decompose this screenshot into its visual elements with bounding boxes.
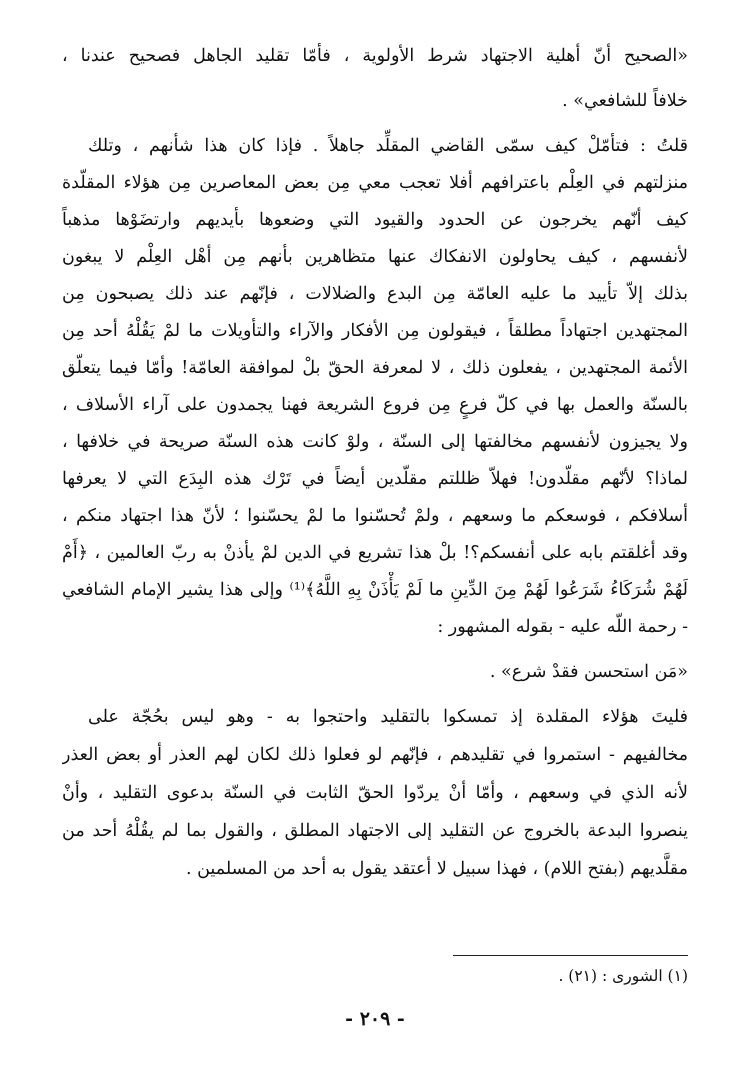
text-line: مخالفيهم - استمروا في تقليدهم ، فإنّهم لو فعلوا ذلك لكان لهم العذر أو بعض العذر [62,745,688,765]
text-line: منزلتهم في العِلْم باعترافهم أفلا تعجب معي مِن بعض المعاصرين مِن هؤلاء المقلّدة [62,173,688,193]
text-line: فليتَ هؤلاء المقلدة إذ تمسكوا بالتقليد واحتجوا به - وهو ليس بحُجّة على [88,707,688,727]
text-line: لَهُمْ شُرَكَاءُ شَرَعُوا لَهُمْ مِنَ الدِّينِ ما لَمْ يَأْذَنْ بِهِ اللَّهُ﴾⁽¹⁾ وإلى هذا يشير الإمام الشافعي [62,580,688,600]
page-number: - ٢٠٩ - [345,1008,405,1030]
text-line: «مَن استحسن فقدْ شرع» . [489,662,688,682]
text-line: قلتُ : فتأمّلْ كيف سمّى القاضي المقلِّد جاهلاً . فإذا كان هذا شأنهم ، وتلك [88,136,688,156]
text-line: الأئمة المجتهدين ، يفعلون ذلك ، لا لمعرفة الحقّ بلْ لموافقة العامّة! وأمّا فيما يتعلّق [62,358,688,378]
text-line: كيف أنّهم يخرجون عن الحدود والقيود التي وضعوها بأيديهم وارتضَوْها مذهباً [62,210,688,230]
footnote: (١) الشورى : (٢١) . [558,967,688,985]
text-line: - رحمة اللّه عليه - بقوله المشهور : [437,617,688,637]
text-line: وقد أغلقتم بابه على أنفسكم؟! بلْ هذا تشريع في الدين لمْ يأذنْ به ربّ العالمين ، ﴿أَمْ [62,543,688,563]
text-line: «الصحيح أنّ أهلية الاجتهاد شرط الأولوية ، فأمّا تقليد الجاهل فصحيح عندنا ، [62,46,688,66]
text-line: مقلَّديهم (بفتح اللام) ، فهذا سبيل لا أعتقد يقول به أحد من المسلمين . [185,859,688,879]
text-line: ولا يجيزون لأنفسهم مخالفتها إلى السنّة ، ولوْ كانت هذه السنّة صريحة في خلافها ، [62,432,688,452]
text-line: المجتهدين اجتهاداً مطلقاً ، فيقولون مِن الأفكار والآراء والتأويلات ما لمْ يَقُلْهُ أحد مِن [62,321,688,341]
text-line: لأنه الذي في وسعهم ، وأمّا أنْ يردّوا الحقّ الثابت في السنّة بدعوى التقليد ، وأنْ [62,783,688,803]
footnote-divider [453,955,688,956]
text-line: أسلافكم ، فوسعكم ما وسعهم ، ولمْ تُحسّنوا ما لمْ يحسّنوا ؛ لأنّ هذا اجتهاد منكم ، [62,506,688,526]
text-line: ينصروا البدعة بالخروج عن التقليد إلى الاجتهاد المطلق ، والقول بما لم يقُلْهُ أحد من [62,821,688,841]
text-line: لماذا؟ لأنّهم مقلّدون! فهلاّ ظللتم مقلّدين أيضاً في تَرْك هذه البِدَع التي لا يعرفها [62,469,688,489]
text-line: بالسنّة والعمل بها في كلّ فرعٍ مِن فروع الشريعة فهنا يجمدون على آراء الأسلاف ، [62,395,688,415]
text-line: خلافاً للشافعي» . [562,91,688,111]
text-line: لأنفسهم ، كيف يحاولون الانفكاك عنها متظاهرين بأنهم مِن أهْل العِلْم لا يبغون [62,247,688,267]
text-line: بذلك إلاّ تأييد ما عليه العامّة مِن البدع والضلالات ، فإنّهم عند ذلك يصبحون مِن [62,284,688,304]
